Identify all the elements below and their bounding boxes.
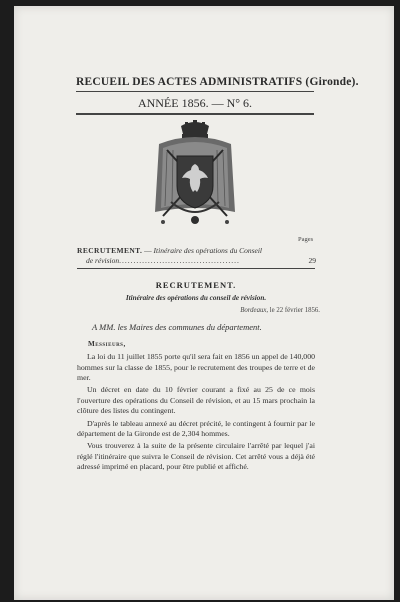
contents-entry-leader: ..........................................	[119, 256, 240, 265]
imperial-coat-of-arms-icon	[149, 120, 241, 228]
publication-title: RECUEIL DES ACTES ADMINISTRATIFS (Gironde).	[76, 76, 359, 88]
letter-address: A MM. les Maires des communes du département.	[92, 322, 262, 332]
contents-entry-heading: RECRUTEMENT.	[77, 246, 143, 255]
letter-salutation: Messieurs,	[88, 340, 126, 348]
contents-entry-title: Itinéraire des opérations du Conseil	[153, 246, 263, 255]
letter-body	[77, 352, 315, 475]
dateline-place: Bordeaux	[240, 307, 267, 314]
contents-entry-dash: —	[142, 246, 154, 255]
contents-pages-label: Pages	[298, 236, 314, 243]
title-rule	[76, 91, 314, 92]
contents-entry-continuation	[86, 256, 316, 265]
body-paragraph: La loi du 11 juillet 1855 porte qu'il sera fait en 1856 un appel de 140,000 hommes sur la classe de 1855, pour le recrutement des troupes de terre et de mer.	[77, 352, 315, 383]
section-subtitle: Itinéraire des opérations du conseil de révision.	[125, 294, 267, 302]
issue-rule	[76, 113, 314, 115]
contents-rule	[77, 268, 315, 269]
contents-entry	[77, 246, 315, 255]
contents-entry-page: 29	[308, 256, 316, 265]
body-paragraph: D'après le tableau annexé au décret précité, le contingent à fournir par le département de la Gironde est de 2,304 hommes.	[77, 418, 315, 439]
contents-entry-title-cont: de révision	[86, 256, 120, 265]
section-title: RECRUTEMENT.	[155, 280, 237, 290]
dateline-date: , le 22 février 1856.	[266, 307, 320, 314]
body-paragraph: Vous trouverez à la suite de la présente circulaire l'arrêté par lequel j'ai réglé l'itinéraire que suivra le Conseil de révision. Cet arrêté vous a déjà été adressé imprimé en placard, pour être publié et affiché.	[77, 441, 315, 472]
body-paragraph: Un décret en date du 10 février courant a fixé au 25 de ce mois l'ouverture des opérations du Conseil de révision, et au 15 mars prochain la clôture des listes du contingent.	[77, 385, 315, 416]
issue-line: ANNÉE 1856. — N° 6.	[137, 96, 253, 110]
dateline	[150, 307, 320, 314]
